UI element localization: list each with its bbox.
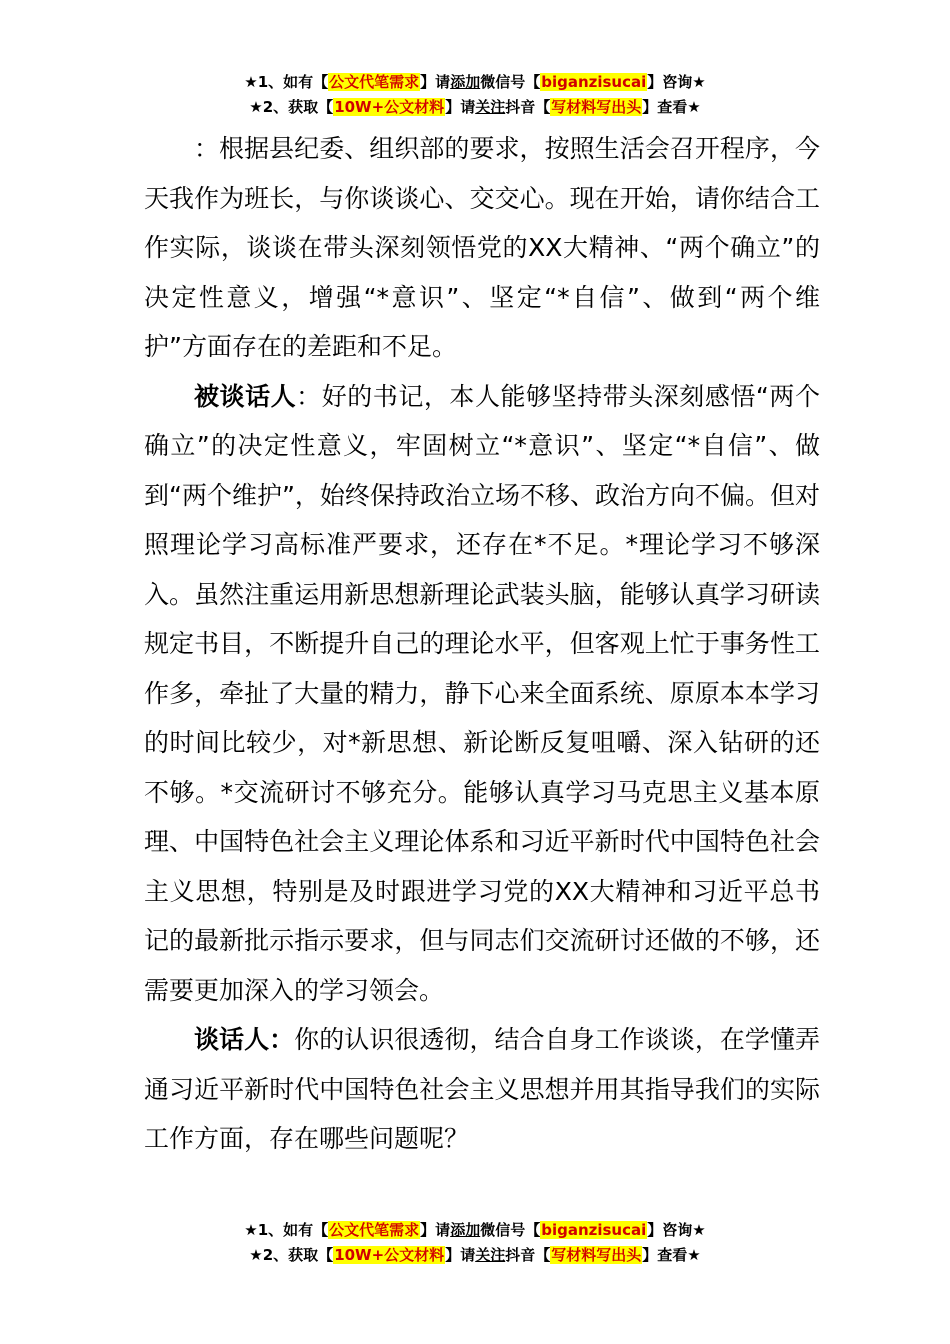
banner-line-2: ★2、获取【10W+公文材料】请关注抖音【写材料写出头】查看★: [249, 1246, 701, 1264]
highlight-douyin: 写材料写出头: [551, 98, 642, 116]
speaker-label: 谈话人：: [194, 1025, 295, 1054]
paragraph-2: [144, 372, 820, 1016]
highlight-wechat-id: biganzisucai: [541, 73, 647, 91]
banner-line-1: ★1、如有【公文代笔需求】请添加微信号【biganzisucai】咨询★: [244, 1221, 706, 1239]
paragraph-text: 你的认识很透彻，结合自身工作谈谈，在学懂弄通习近平新时代中国特色社会主义思想并用其指导我们的实际工作方面，存在哪些问题呢？: [144, 1025, 820, 1153]
paragraph-text: ：根据县纪委、组织部的要求，按照生活会召开程序，今天我作为班长，与你谈谈心、交交心。现在开始，请你结合工作实际，谈谈在带头深刻领悟党的XX大精神、“两个确立”的决定性意义，增强“*意识”、坚定“*自信”、做到“两个维护”方面存在的差距和不足。: [144, 134, 820, 361]
highlight-wechat-id: biganzisucai: [541, 1221, 647, 1239]
banner-line-1: ★1、如有【公文代笔需求】请添加微信号【biganzisucai】咨询★: [244, 73, 706, 91]
footer-banner: [0, 1218, 950, 1268]
highlight-service: 公文代笔需求: [329, 73, 420, 91]
paragraph-1: [144, 124, 820, 372]
highlight-materials: 10W+公文材料: [334, 98, 445, 116]
highlight-materials: 10W+公文材料: [334, 1246, 445, 1264]
paragraph-text: ：好的书记，本人能够坚持带头深刻感悟“两个确立”的决定性意义，牢固树立“*意识”、坚定“*自信”、做到“两个维护”，始终保持政治立场不移、政治方向不偏。但对照理论学习高标准严要求，还存在*不足。*理论学习不够深入。虽然注重运用新思想新理论武装头脑，能够认真学习研读规定书目，不断提升自己的理论水平，但客观上忙于事务性工作多，牵扯了大量的精力，静下心来全面系统、原原本本学习的时间比较少，对*新思想、新论断反复咀嚼、深入钻研的还不够。*交流研讨不够充分。能够认真学习马克思主义基本原理、中国特色社会主义理论体系和习近平新时代中国特色社会主义思想，特别是及时跟进学习党的XX大精神和习近平总书记的最新批示指示要求，但与同志们交流研讨还做的不够，还需要更加深入的学习领会。: [144, 381, 820, 1005]
speaker-label: 被谈话人: [194, 381, 297, 411]
document-body: [144, 124, 820, 1164]
highlight-douyin: 写材料写出头: [551, 1246, 642, 1264]
highlight-service: 公文代笔需求: [329, 1221, 420, 1239]
paragraph-3: [144, 1015, 820, 1164]
header-banner: [0, 70, 950, 120]
banner-line-2: ★2、获取【10W+公文材料】请关注抖音【写材料写出头】查看★: [249, 98, 701, 116]
